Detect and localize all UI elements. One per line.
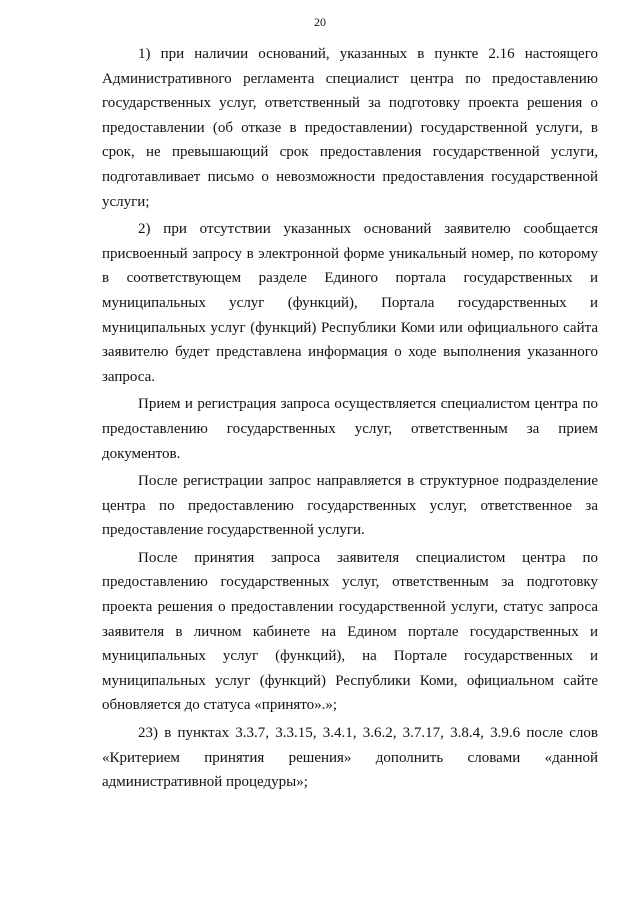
paragraph-reception: Прием и регистрация запроса осуществляется специалистом центра по предоставлению государственных услуг, ответственным за прием документов. — [102, 396, 598, 462]
paragraph-item-23: 23) в пунктах 3.3.7, 3.3.15, 3.4.1, 3.6.2, 3.7.17, 3.8.4, 3.9.6 после слов «Критерием принятия решения» дополнить словами «данной административной процедуры»; — [102, 725, 598, 791]
page-number: 20 — [314, 15, 326, 29]
paragraph-item-2: 2) при отсутствии указанных оснований заявителю сообщается присвоенный запросу в электронной форме уникальный номер, по которому в соответствующем разделе Единого портала государственных и муниципальных услуг (функций), Портала государственных и муниципальных услуг (функций) Республики Коми или официального сайта заявителю будет представлена информация о ходе выполнения указанного запроса. — [102, 221, 598, 385]
paragraph-item-1: 1) при наличии оснований, указанных в пункте 2.16 настоящего Административного регламента специалист центра по предоставлению государственных услуг, ответственный за подготовку проекта решения о предоставлении (об отказе в предоставлении) государственной услуги, в срок, не превышающий срок предоставления государственной услуги, подготавливает письмо о невозможности предоставления государственной услуги; — [102, 46, 598, 210]
document-body — [102, 42, 598, 795]
paragraph-after-registration: После регистрации запрос направляется в структурное подразделение центра по предоставлению государственных услуг, ответственное за предоставление государственной услуги. — [102, 473, 598, 539]
paragraph-status-update: После принятия запроса заявителя специалистом центра по предоставлению государственных услуг, ответственным за подготовку проекта решения о предоставлении государственной услуги, статус запроса заявителя в личном кабинете на Едином портале государственных и муниципальных услуг (функций), на Портале государственных и муниципальных услуг (функций) Республики Коми, официальном сайте обновляется до статуса «принято».»; — [102, 549, 598, 714]
